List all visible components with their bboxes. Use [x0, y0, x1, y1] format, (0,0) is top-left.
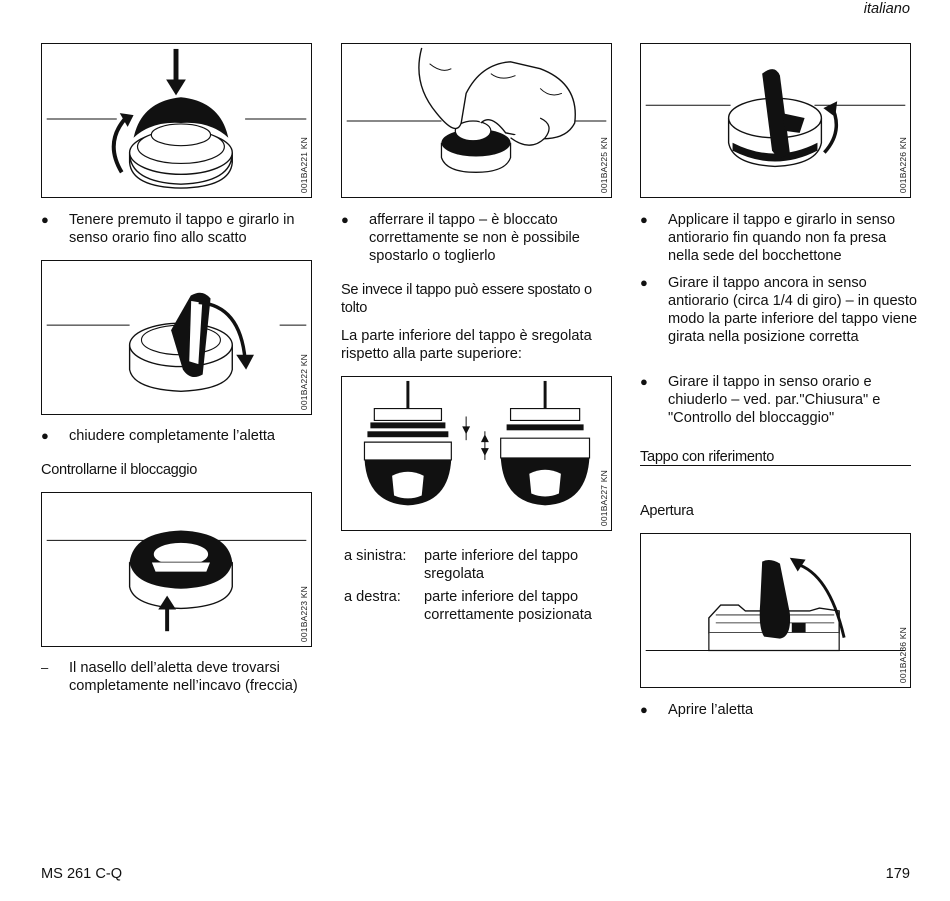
section-title-reference-cap: Tappo con riferimento — [640, 449, 775, 465]
step-close-lever: ● chiudere completamente l’aletta — [41, 428, 276, 444]
dash-icon: – — [41, 660, 49, 675]
open-lever-illustration — [641, 534, 910, 687]
step-apply-cap: ● Applicare il tappo e girarlo in senso antiorario fin quando non fa presa nella sede del bocchettone — [640, 212, 896, 264]
step-open-lever: ● Aprire l’aletta — [640, 702, 754, 718]
figure-cap-counterclockwise — [640, 43, 911, 198]
figure-code: 001BA226 KN — [898, 136, 908, 193]
figure-code: 001BA222 KN — [299, 353, 309, 410]
figure-cap-comparison — [341, 376, 612, 531]
figure-close-lever — [41, 260, 312, 415]
note-notch: – Il nasello dell’aletta deve trovarsi completamente nell’incavo (freccia) — [41, 660, 298, 694]
step-turn-quarter: ● Girare il tappo ancora in senso antiorario (circa 1/4 di giro) – in questo modo la parte inferiore del tappo viene girata nella posizione corretta — [640, 275, 918, 345]
step-turn-close: ● Girare il tappo in senso orario e chiuderlo – ved. par."Chiusura" e "Controllo del bloccaggio" — [640, 374, 881, 426]
bullet-icon: ● — [640, 374, 648, 389]
bullet-icon: ● — [640, 212, 648, 227]
check-notch-illustration — [42, 493, 311, 646]
cap-press-turn-illustration — [42, 44, 311, 197]
figure-code: 001BA227 KN — [599, 469, 609, 526]
figure-open-lever — [640, 533, 911, 688]
figure-code: 001BA221 KN — [299, 136, 309, 193]
figure-code: 001BA223 KN — [299, 585, 309, 642]
bullet-icon: ● — [640, 702, 648, 717]
definition-left: a sinistra: parte inferiore del tappo sregolata — [344, 548, 579, 582]
page-number: 179 — [885, 866, 910, 882]
cap-comparison-illustration — [342, 377, 611, 530]
heading-check-lock: Controllarne il bloccaggio — [41, 462, 198, 478]
step-grip-cap: ● afferrare il tappo – è bloccato correttamente se non è possibile spostarlo o toglierlo — [341, 212, 580, 264]
figure-grip-cap — [341, 43, 612, 198]
figure-check-notch — [41, 492, 312, 647]
figure-code: 001BA225 KN — [599, 136, 609, 193]
heading-cap-moved: Se invece il tappo può essere spostato o tolto — [341, 282, 592, 316]
bullet-icon: ● — [41, 428, 49, 443]
footer-model: MS 261 C-Q — [41, 866, 123, 882]
bullet-icon: ● — [341, 212, 349, 227]
cap-counterclockwise-illustration — [641, 44, 910, 197]
language-label: italiano — [863, 1, 910, 17]
figure-code: 001BA236 KN — [898, 626, 908, 683]
subheading-opening: Apertura — [640, 503, 694, 519]
definition-right: a destra: parte inferiore del tappo correttamente posizionata — [344, 589, 592, 623]
section-rule — [640, 465, 911, 466]
paragraph-misaligned: La parte inferiore del tappo è sregolata rispetto alla parte superiore: — [341, 328, 592, 362]
grip-cap-illustration — [342, 44, 611, 197]
step-press-turn: ● Tenere premuto il tappo e girarlo in senso orario fino allo scatto — [41, 212, 295, 246]
bullet-icon: ● — [640, 275, 648, 290]
figure-cap-press-turn — [41, 43, 312, 198]
close-lever-illustration — [42, 261, 311, 414]
bullet-icon: ● — [41, 212, 49, 227]
